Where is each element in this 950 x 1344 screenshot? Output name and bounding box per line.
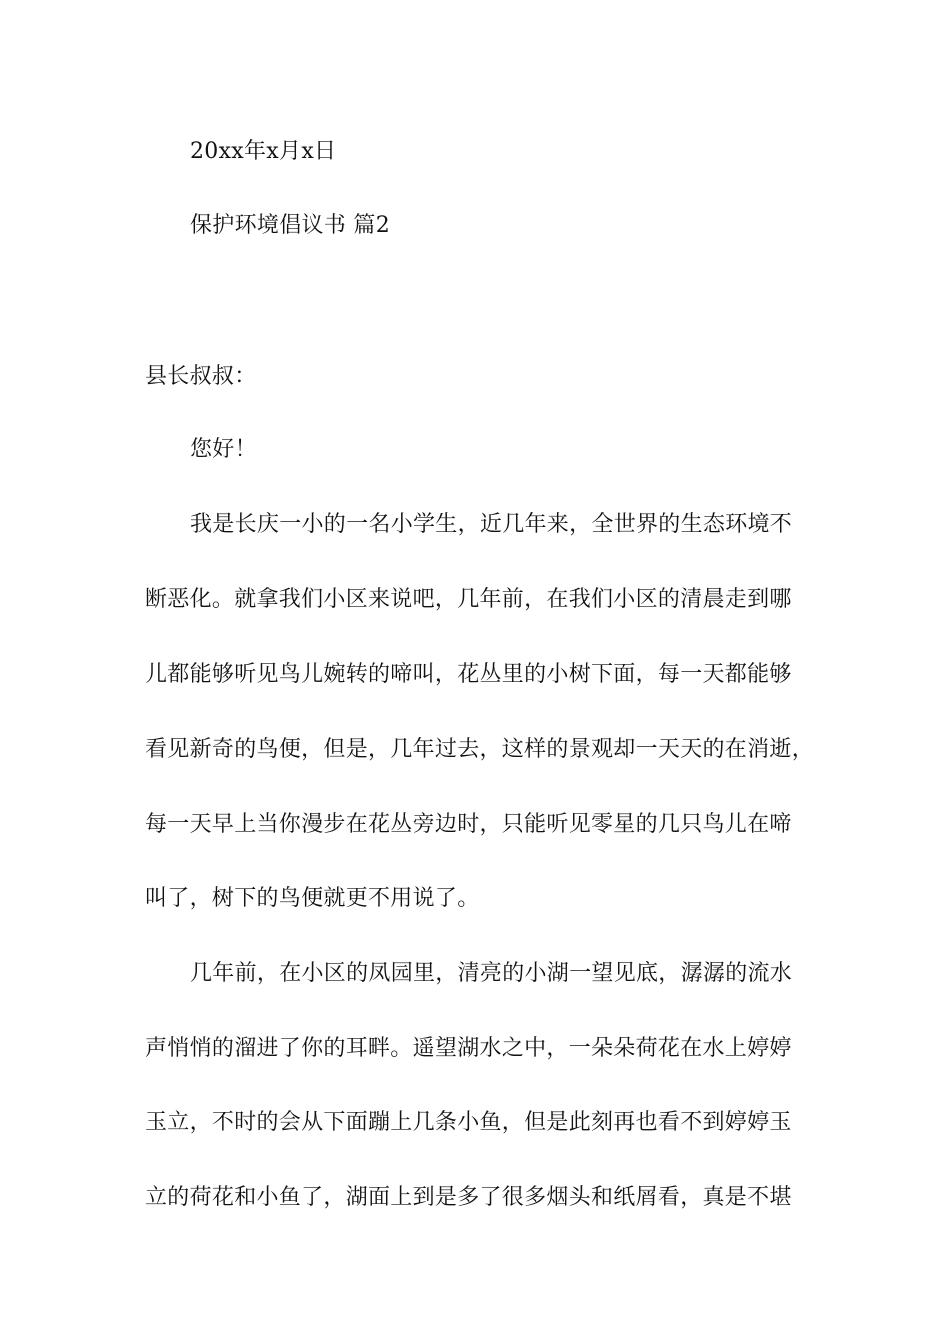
greeting: 您好！ [190,437,257,462]
paragraph-1-line-6: 叫了，树下的鸟便就更不用说了。 [145,886,480,911]
salutation: 县长叔叔： [145,364,257,389]
paragraph-1-line-2: 断恶化。就拿我们小区来说吧，几年前，在我们小区的清晨走到哪 [145,587,792,612]
paragraph-1-line-5: 每一天早上当你漫步在花丛旁边时，只能听见零星的几只鸟儿在啼 [145,812,792,837]
paragraph-1-line-1: 我是长庆一小的一名小学生，近几年来，全世界的生态环境不 [190,512,793,537]
paragraph-2-line-4: 立的荷花和小鱼了，湖面上到是多了很多烟头和纸屑看，真是不堪 [145,1185,792,1210]
paragraph-2-line-3: 玉立，不时的会从下面蹦上几条小鱼，但是此刻再也看不到婷婷玉 [145,1110,792,1135]
paragraph-1-line-3: 儿都能够听见鸟儿婉转的啼叫，花丛里的小树下面，每一天都能够 [145,662,792,687]
document-title: 保护环境倡议书 篇2 [190,213,390,238]
paragraph-1-line-4: 看见新奇的鸟便，但是，几年过去，这样的景观却一天天的在消逝， [145,737,815,762]
paragraph-2-line-1: 几年前，在小区的凤园里，清亮的小湖一望见底，潺潺的流水 [190,961,793,986]
date-line: 20xx年x月x日 [190,139,337,164]
paragraph-2-line-2: 声悄悄的溜进了你的耳畔。遥望湖水之中，一朵朵荷花在水上婷婷 [145,1036,792,1061]
